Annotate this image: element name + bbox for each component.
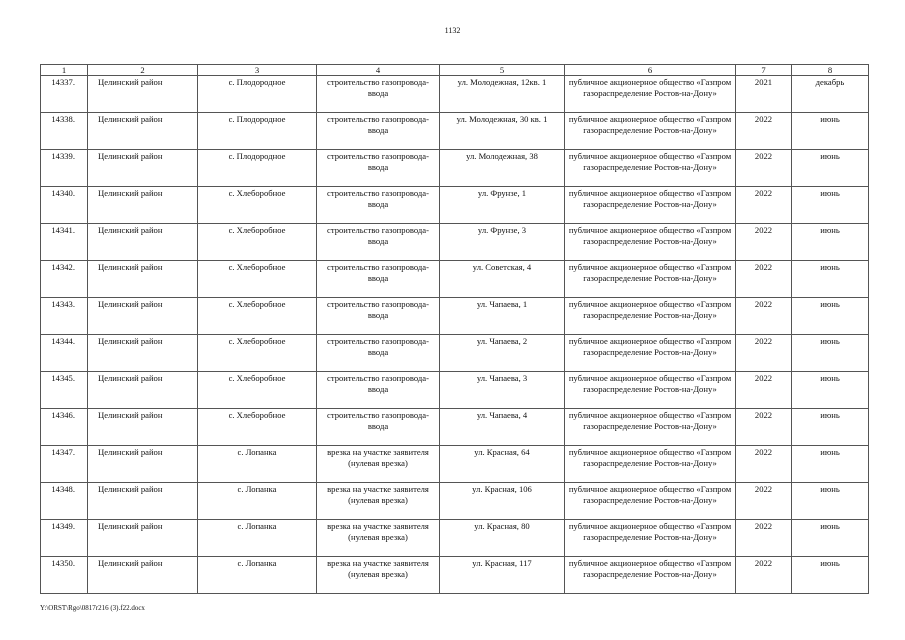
year-cell: 2022 — [736, 298, 792, 335]
table-row — [41, 261, 869, 298]
year-cell: 2022 — [736, 335, 792, 372]
work-type-cell: строительство газопровода-ввода — [317, 261, 440, 298]
year-cell: 2022 — [736, 372, 792, 409]
row-number-cell: 14345. — [41, 372, 88, 409]
row-number-cell: 14339. — [41, 150, 88, 187]
column-header: 2 — [88, 65, 198, 76]
year-cell: 2022 — [736, 520, 792, 557]
district-cell: Целинский район — [88, 113, 198, 150]
organization-cell: публичное акционерное общество «Газпром газораспределение Ростов-на-Дону» — [565, 372, 736, 409]
table-row — [41, 372, 869, 409]
month-cell: июнь — [792, 446, 869, 483]
district-cell: Целинский район — [88, 150, 198, 187]
column-header: 8 — [792, 65, 869, 76]
work-type-cell: строительство газопровода-ввода — [317, 409, 440, 446]
row-number-cell: 14347. — [41, 446, 88, 483]
settlement-cell: с. Хлеборобное — [198, 372, 317, 409]
row-number-cell: 14342. — [41, 261, 88, 298]
year-cell: 2022 — [736, 187, 792, 224]
organization-cell: публичное акционерное общество «Газпром газораспределение Ростов-на-Дону» — [565, 150, 736, 187]
organization-cell: публичное акционерное общество «Газпром газораспределение Ростов-на-Дону» — [565, 409, 736, 446]
month-cell: июнь — [792, 113, 869, 150]
register-table — [40, 64, 869, 594]
file-path-footer: Y:\ORST\Rgo\0817r216 (3).f22.docx — [40, 604, 145, 612]
year-cell: 2022 — [736, 224, 792, 261]
row-number-cell: 14340. — [41, 187, 88, 224]
column-header: 1 — [41, 65, 88, 76]
table-row — [41, 483, 869, 520]
work-type-cell: врезка на участке заявителя (нулевая врезка) — [317, 557, 440, 594]
settlement-cell: с. Хлеборобное — [198, 335, 317, 372]
organization-cell: публичное акционерное общество «Газпром газораспределение Ростов-на-Дону» — [565, 335, 736, 372]
column-header: 3 — [198, 65, 317, 76]
work-type-cell: строительство газопровода-ввода — [317, 224, 440, 261]
column-header: 7 — [736, 65, 792, 76]
organization-cell: публичное акционерное общество «Газпром газораспределение Ростов-на-Дону» — [565, 261, 736, 298]
address-cell: ул. Чапаева, 3 — [440, 372, 565, 409]
work-type-cell: врезка на участке заявителя (нулевая врезка) — [317, 520, 440, 557]
row-number-cell: 14344. — [41, 335, 88, 372]
settlement-cell: с. Хлеборобное — [198, 224, 317, 261]
table-row — [41, 224, 869, 261]
settlement-cell: с. Лопанка — [198, 446, 317, 483]
year-cell: 2022 — [736, 557, 792, 594]
district-cell: Целинский район — [88, 224, 198, 261]
year-cell: 2022 — [736, 446, 792, 483]
organization-cell: публичное акционерное общество «Газпром газораспределение Ростов-на-Дону» — [565, 483, 736, 520]
table-row — [41, 446, 869, 483]
column-header: 4 — [317, 65, 440, 76]
month-cell: июнь — [792, 224, 869, 261]
table-row — [41, 187, 869, 224]
row-number-cell: 14338. — [41, 113, 88, 150]
district-cell: Целинский район — [88, 483, 198, 520]
table-row — [41, 520, 869, 557]
organization-cell: публичное акционерное общество «Газпром газораспределение Ростов-на-Дону» — [565, 113, 736, 150]
address-cell: ул. Молодежная, 38 — [440, 150, 565, 187]
month-cell: июнь — [792, 483, 869, 520]
work-type-cell: строительство газопровода-ввода — [317, 298, 440, 335]
settlement-cell: с. Лопанка — [198, 483, 317, 520]
month-cell: июнь — [792, 187, 869, 224]
address-cell: ул. Фрунзе, 3 — [440, 224, 565, 261]
settlement-cell: с. Хлеборобное — [198, 187, 317, 224]
table-row — [41, 298, 869, 335]
month-cell: июнь — [792, 261, 869, 298]
year-cell: 2022 — [736, 483, 792, 520]
column-number-row — [41, 65, 869, 76]
settlement-cell: с. Хлеборобное — [198, 298, 317, 335]
address-cell: ул. Красная, 106 — [440, 483, 565, 520]
district-cell: Целинский район — [88, 372, 198, 409]
row-number-cell: 14337. — [41, 76, 88, 113]
address-cell: ул. Молодежная, 12кв. 1 — [440, 76, 565, 113]
organization-cell: публичное акционерное общество «Газпром газораспределение Ростов-на-Дону» — [565, 224, 736, 261]
row-number-cell: 14350. — [41, 557, 88, 594]
month-cell: июнь — [792, 335, 869, 372]
year-cell: 2022 — [736, 113, 792, 150]
address-cell: ул. Красная, 80 — [440, 520, 565, 557]
organization-cell: публичное акционерное общество «Газпром газораспределение Ростов-на-Дону» — [565, 557, 736, 594]
settlement-cell: с. Хлеборобное — [198, 409, 317, 446]
settlement-cell: с. Плодородное — [198, 113, 317, 150]
table-row — [41, 113, 869, 150]
row-number-cell: 14348. — [41, 483, 88, 520]
work-type-cell: строительство газопровода-ввода — [317, 150, 440, 187]
district-cell: Целинский район — [88, 261, 198, 298]
month-cell: июнь — [792, 372, 869, 409]
year-cell: 2021 — [736, 76, 792, 113]
address-cell: ул. Фрунзе, 1 — [440, 187, 565, 224]
settlement-cell: с. Хлеборобное — [198, 261, 317, 298]
work-type-cell: строительство газопровода-ввода — [317, 187, 440, 224]
organization-cell: публичное акционерное общество «Газпром газораспределение Ростов-на-Дону» — [565, 520, 736, 557]
settlement-cell: с. Лопанка — [198, 520, 317, 557]
page-number: 1132 — [444, 26, 461, 35]
organization-cell: публичное акционерное общество «Газпром газораспределение Ростов-на-Дону» — [565, 446, 736, 483]
address-cell: ул. Красная, 117 — [440, 557, 565, 594]
row-number-cell: 14341. — [41, 224, 88, 261]
district-cell: Целинский район — [88, 76, 198, 113]
year-cell: 2022 — [736, 261, 792, 298]
month-cell: июнь — [792, 409, 869, 446]
table-row — [41, 150, 869, 187]
column-header: 5 — [440, 65, 565, 76]
district-cell: Целинский район — [88, 187, 198, 224]
settlement-cell: с. Лопанка — [198, 557, 317, 594]
district-cell: Целинский район — [88, 520, 198, 557]
work-type-cell: строительство газопровода-ввода — [317, 335, 440, 372]
work-type-cell: врезка на участке заявителя (нулевая врезка) — [317, 483, 440, 520]
district-cell: Целинский район — [88, 409, 198, 446]
address-cell: ул. Красная, 64 — [440, 446, 565, 483]
work-type-cell: строительство газопровода-ввода — [317, 113, 440, 150]
work-type-cell: строительство газопровода-ввода — [317, 372, 440, 409]
work-type-cell: строительство газопровода-ввода — [317, 76, 440, 113]
address-cell: ул. Чапаева, 4 — [440, 409, 565, 446]
work-type-cell: врезка на участке заявителя (нулевая врезка) — [317, 446, 440, 483]
address-cell: ул. Чапаева, 1 — [440, 298, 565, 335]
month-cell: июнь — [792, 298, 869, 335]
organization-cell: публичное акционерное общество «Газпром газораспределение Ростов-на-Дону» — [565, 298, 736, 335]
district-cell: Целинский район — [88, 335, 198, 372]
row-number-cell: 14346. — [41, 409, 88, 446]
row-number-cell: 14343. — [41, 298, 88, 335]
district-cell: Целинский район — [88, 557, 198, 594]
organization-cell: публичное акционерное общество «Газпром газораспределение Ростов-на-Дону» — [565, 187, 736, 224]
district-cell: Целинский район — [88, 446, 198, 483]
month-cell: июнь — [792, 150, 869, 187]
month-cell: июнь — [792, 557, 869, 594]
organization-cell: публичное акционерное общество «Газпром газораспределение Ростов-на-Дону» — [565, 76, 736, 113]
settlement-cell: с. Плодородное — [198, 150, 317, 187]
month-cell: декабрь — [792, 76, 869, 113]
table-row — [41, 409, 869, 446]
month-cell: июнь — [792, 520, 869, 557]
row-number-cell: 14349. — [41, 520, 88, 557]
district-cell: Целинский район — [88, 298, 198, 335]
table-row — [41, 557, 869, 594]
table-row — [41, 76, 869, 113]
settlement-cell: с. Плодородное — [198, 76, 317, 113]
address-cell: ул. Молодежная, 30 кв. 1 — [440, 113, 565, 150]
year-cell: 2022 — [736, 409, 792, 446]
year-cell: 2022 — [736, 150, 792, 187]
address-cell: ул. Чапаева, 2 — [440, 335, 565, 372]
address-cell: ул. Советская, 4 — [440, 261, 565, 298]
table-row — [41, 335, 869, 372]
column-header: 6 — [565, 65, 736, 76]
